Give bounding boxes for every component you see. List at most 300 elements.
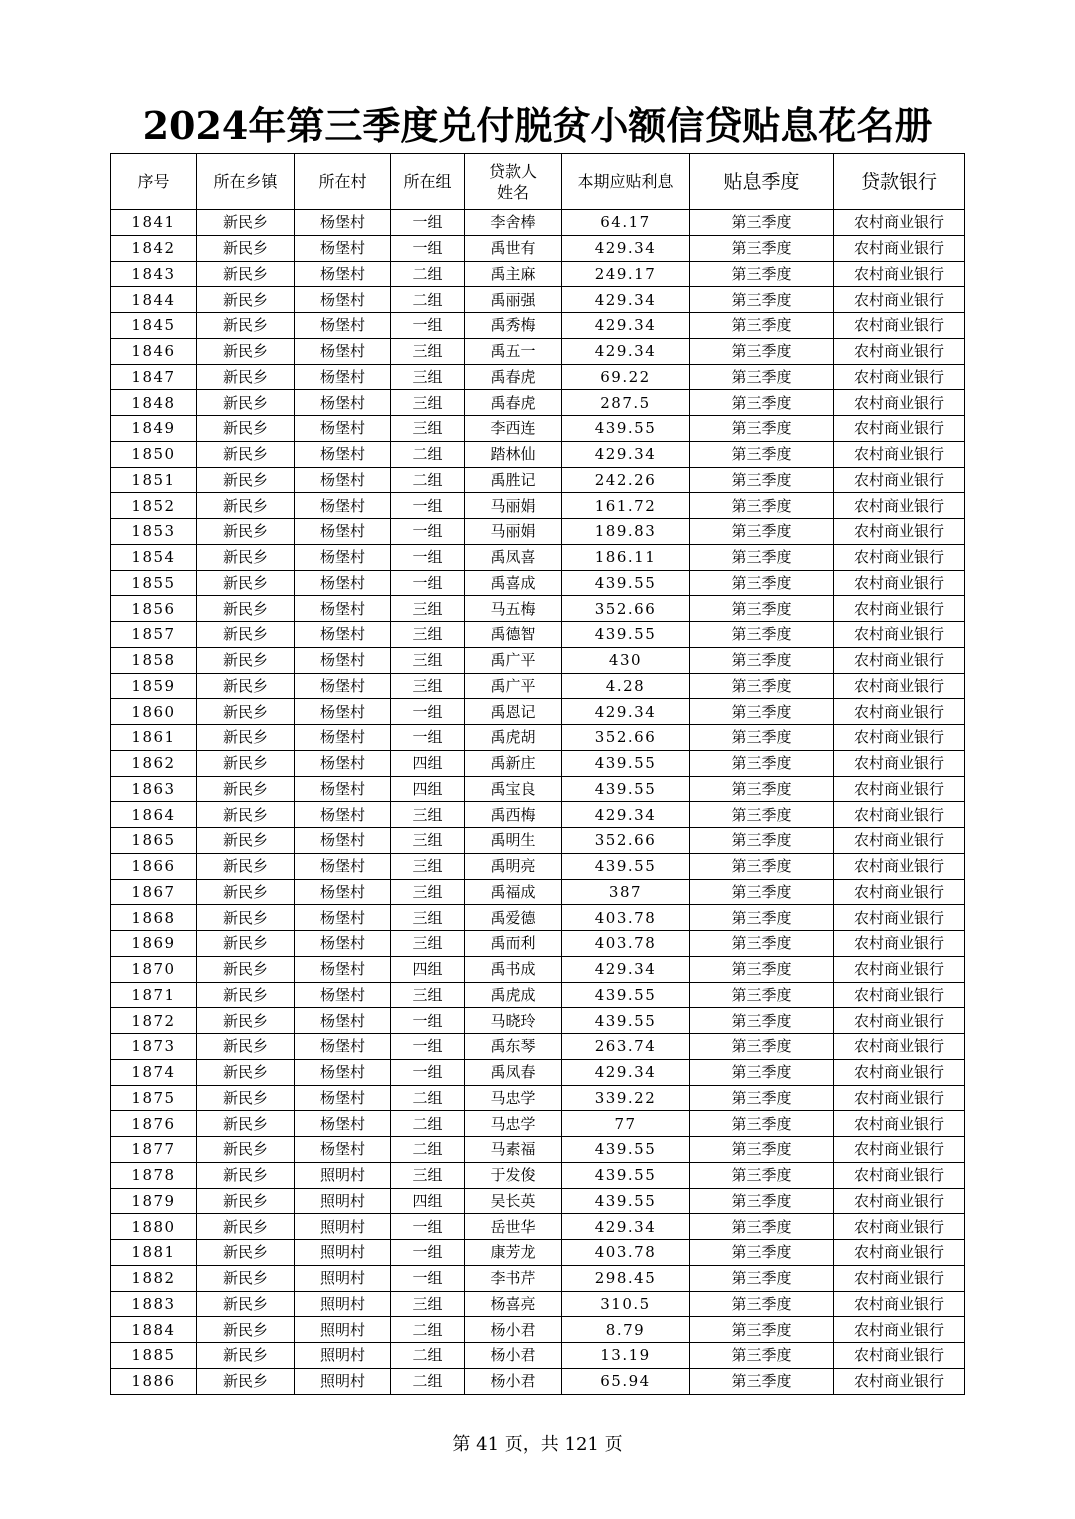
township-cell: 新民乡 xyxy=(197,982,295,1008)
village-cell: 杨堡村 xyxy=(295,390,391,416)
serial-cell: 1848 xyxy=(111,390,197,416)
village-cell: 杨堡村 xyxy=(295,879,391,905)
table-row xyxy=(111,905,965,931)
village-cell: 杨堡村 xyxy=(295,1111,391,1137)
table-row xyxy=(111,544,965,570)
interest-cell: 429.34 xyxy=(562,338,690,364)
serial-cell: 1871 xyxy=(111,982,197,1008)
serial-cell: 1843 xyxy=(111,261,197,287)
township-cell: 新民乡 xyxy=(197,390,295,416)
table-row xyxy=(111,261,965,287)
bank-cell: 农村商业银行 xyxy=(834,776,965,802)
serial-cell: 1858 xyxy=(111,647,197,673)
quarter-cell: 第三季度 xyxy=(690,416,834,442)
village-cell: 杨堡村 xyxy=(295,493,391,519)
serial-cell: 1875 xyxy=(111,1085,197,1111)
interest-cell: 352.66 xyxy=(562,596,690,622)
serial-cell: 1882 xyxy=(111,1265,197,1291)
bank-cell: 农村商业银行 xyxy=(834,441,965,467)
village-cell: 杨堡村 xyxy=(295,931,391,957)
group-cell: 一组 xyxy=(391,1240,465,1266)
village-cell: 照明村 xyxy=(295,1188,391,1214)
interest-cell: 403.78 xyxy=(562,1240,690,1266)
bank-cell: 农村商业银行 xyxy=(834,287,965,313)
group-cell: 一组 xyxy=(391,1059,465,1085)
township-cell: 新民乡 xyxy=(197,1059,295,1085)
interest-cell: 13.19 xyxy=(562,1343,690,1369)
quarter-cell: 第三季度 xyxy=(690,261,834,287)
township-cell: 新民乡 xyxy=(197,287,295,313)
township-cell: 新民乡 xyxy=(197,261,295,287)
borrower-name-cell: 禹恩记 xyxy=(465,699,562,725)
serial-cell: 1865 xyxy=(111,828,197,854)
group-cell: 三组 xyxy=(391,982,465,1008)
bank-cell: 农村商业银行 xyxy=(834,1343,965,1369)
table-row xyxy=(111,828,965,854)
serial-cell: 1859 xyxy=(111,673,197,699)
interest-cell: 429.34 xyxy=(562,313,690,339)
village-cell: 杨堡村 xyxy=(295,673,391,699)
bank-cell: 农村商业银行 xyxy=(834,1034,965,1060)
borrower-name-cell: 禹喜成 xyxy=(465,570,562,596)
township-cell: 新民乡 xyxy=(197,416,295,442)
bank-cell: 农村商业银行 xyxy=(834,570,965,596)
township-cell: 新民乡 xyxy=(197,1188,295,1214)
table-row xyxy=(111,1059,965,1085)
bank-cell: 农村商业银行 xyxy=(834,1214,965,1240)
interest-cell: 65.94 xyxy=(562,1368,690,1394)
village-cell: 杨堡村 xyxy=(295,699,391,725)
village-cell: 杨堡村 xyxy=(295,1137,391,1163)
village-cell: 杨堡村 xyxy=(295,622,391,648)
village-cell: 杨堡村 xyxy=(295,1059,391,1085)
village-cell: 杨堡村 xyxy=(295,647,391,673)
quarter-cell: 第三季度 xyxy=(690,673,834,699)
table-row xyxy=(111,879,965,905)
borrower-name-cell: 禹广平 xyxy=(465,673,562,699)
village-cell: 杨堡村 xyxy=(295,467,391,493)
township-cell: 新民乡 xyxy=(197,1137,295,1163)
bank-cell: 农村商业银行 xyxy=(834,1240,965,1266)
bank-cell: 农村商业银行 xyxy=(834,1137,965,1163)
group-cell: 一组 xyxy=(391,493,465,519)
township-cell: 新民乡 xyxy=(197,235,295,261)
bank-cell: 农村商业银行 xyxy=(834,725,965,751)
table-row xyxy=(111,441,965,467)
township-cell: 新民乡 xyxy=(197,725,295,751)
interest-cell: 439.55 xyxy=(562,750,690,776)
bank-cell: 农村商业银行 xyxy=(834,673,965,699)
bank-cell: 农村商业银行 xyxy=(834,828,965,854)
group-cell: 三组 xyxy=(391,802,465,828)
interest-cell: 439.55 xyxy=(562,853,690,879)
bank-cell: 农村商业银行 xyxy=(834,210,965,236)
bank-cell: 农村商业银行 xyxy=(834,879,965,905)
village-cell: 照明村 xyxy=(295,1368,391,1394)
township-cell: 新民乡 xyxy=(197,776,295,802)
table-row xyxy=(111,467,965,493)
table-row xyxy=(111,596,965,622)
quarter-cell: 第三季度 xyxy=(690,570,834,596)
serial-cell: 1867 xyxy=(111,879,197,905)
group-cell: 二组 xyxy=(391,1368,465,1394)
borrower-name-cell: 马素福 xyxy=(465,1137,562,1163)
serial-cell: 1860 xyxy=(111,699,197,725)
serial-cell: 1868 xyxy=(111,905,197,931)
borrower-name-cell: 杨小君 xyxy=(465,1343,562,1369)
quarter-cell: 第三季度 xyxy=(690,931,834,957)
quarter-cell: 第三季度 xyxy=(690,1111,834,1137)
table-row xyxy=(111,1343,965,1369)
serial-cell: 1855 xyxy=(111,570,197,596)
quarter-cell: 第三季度 xyxy=(690,1034,834,1060)
interest-cell: 429.34 xyxy=(562,802,690,828)
bank-cell: 农村商业银行 xyxy=(834,982,965,1008)
group-cell: 四组 xyxy=(391,956,465,982)
borrower-name-cell: 禹丽强 xyxy=(465,287,562,313)
group-cell: 一组 xyxy=(391,570,465,596)
bank-cell: 农村商业银行 xyxy=(834,622,965,648)
group-cell: 二组 xyxy=(391,261,465,287)
borrower-name-cell: 禹春虎 xyxy=(465,390,562,416)
interest-cell: 64.17 xyxy=(562,210,690,236)
quarter-cell: 第三季度 xyxy=(690,725,834,751)
township-cell: 新民乡 xyxy=(197,622,295,648)
township-cell: 新民乡 xyxy=(197,1008,295,1034)
group-cell: 二组 xyxy=(391,287,465,313)
borrower-name-cell: 杨喜亮 xyxy=(465,1291,562,1317)
village-cell: 杨堡村 xyxy=(295,1008,391,1034)
township-cell: 新民乡 xyxy=(197,519,295,545)
borrower-name-cell: 禹福成 xyxy=(465,879,562,905)
village-cell: 杨堡村 xyxy=(295,956,391,982)
village-cell: 杨堡村 xyxy=(295,544,391,570)
group-cell: 三组 xyxy=(391,364,465,390)
village-cell: 照明村 xyxy=(295,1162,391,1188)
bank-cell: 农村商业银行 xyxy=(834,416,965,442)
bank-cell: 农村商业银行 xyxy=(834,956,965,982)
group-cell: 二组 xyxy=(391,1085,465,1111)
quarter-cell: 第三季度 xyxy=(690,1214,834,1240)
interest-cell: 429.34 xyxy=(562,287,690,313)
table-row xyxy=(111,1034,965,1060)
bank-cell: 农村商业银行 xyxy=(834,261,965,287)
serial-cell: 1852 xyxy=(111,493,197,519)
group-cell: 三组 xyxy=(391,338,465,364)
bank-cell: 农村商业银行 xyxy=(834,493,965,519)
table-row xyxy=(111,519,965,545)
serial-cell: 1866 xyxy=(111,853,197,879)
group-cell: 一组 xyxy=(391,235,465,261)
borrower-name-cell: 禹宝良 xyxy=(465,776,562,802)
borrower-name-cell: 禹新庄 xyxy=(465,750,562,776)
serial-cell: 1863 xyxy=(111,776,197,802)
table-row xyxy=(111,338,965,364)
township-cell: 新民乡 xyxy=(197,1368,295,1394)
borrower-name-cell: 岳世华 xyxy=(465,1214,562,1240)
group-cell: 一组 xyxy=(391,1265,465,1291)
township-cell: 新民乡 xyxy=(197,1085,295,1111)
interest-cell: 429.34 xyxy=(562,441,690,467)
interest-cell: 189.83 xyxy=(562,519,690,545)
interest-cell: 186.11 xyxy=(562,544,690,570)
serial-cell: 1846 xyxy=(111,338,197,364)
quarter-cell: 第三季度 xyxy=(690,467,834,493)
interest-cell: 403.78 xyxy=(562,931,690,957)
serial-cell: 1870 xyxy=(111,956,197,982)
village-cell: 杨堡村 xyxy=(295,338,391,364)
table-row xyxy=(111,1162,965,1188)
village-cell: 杨堡村 xyxy=(295,210,391,236)
borrower-name-cell: 禹胜记 xyxy=(465,467,562,493)
borrower-name-cell: 马丽娟 xyxy=(465,493,562,519)
serial-cell: 1876 xyxy=(111,1111,197,1137)
borrower-name-cell: 马忠学 xyxy=(465,1085,562,1111)
village-cell: 杨堡村 xyxy=(295,235,391,261)
table-row xyxy=(111,1214,965,1240)
quarter-cell: 第三季度 xyxy=(690,596,834,622)
bank-cell: 农村商业银行 xyxy=(834,1368,965,1394)
village-cell: 杨堡村 xyxy=(295,1034,391,1060)
interest-cell: 439.55 xyxy=(562,1188,690,1214)
quarter-cell: 第三季度 xyxy=(690,956,834,982)
bank-cell: 农村商业银行 xyxy=(834,1008,965,1034)
table-row xyxy=(111,570,965,596)
bank-cell: 农村商业银行 xyxy=(834,596,965,622)
group-cell: 三组 xyxy=(391,879,465,905)
township-cell: 新民乡 xyxy=(197,1291,295,1317)
borrower-name-cell: 吴长英 xyxy=(465,1188,562,1214)
interest-cell: 439.55 xyxy=(562,982,690,1008)
serial-cell: 1869 xyxy=(111,931,197,957)
borrower-name-cell: 杨小君 xyxy=(465,1368,562,1394)
table-row xyxy=(111,802,965,828)
township-cell: 新民乡 xyxy=(197,1214,295,1240)
quarter-cell: 第三季度 xyxy=(690,493,834,519)
township-cell: 新民乡 xyxy=(197,1111,295,1137)
group-cell: 四组 xyxy=(391,776,465,802)
table-row xyxy=(111,647,965,673)
bank-cell: 农村商业银行 xyxy=(834,1059,965,1085)
interest-cell: 352.66 xyxy=(562,828,690,854)
table-row xyxy=(111,1265,965,1291)
serial-cell: 1874 xyxy=(111,1059,197,1085)
serial-cell: 1883 xyxy=(111,1291,197,1317)
township-cell: 新民乡 xyxy=(197,1162,295,1188)
village-cell: 杨堡村 xyxy=(295,750,391,776)
serial-cell: 1879 xyxy=(111,1188,197,1214)
subsidy-roster-table xyxy=(110,153,965,1395)
group-cell: 四组 xyxy=(391,1188,465,1214)
serial-cell: 1885 xyxy=(111,1343,197,1369)
bank-cell: 农村商业银行 xyxy=(834,1162,965,1188)
village-cell: 杨堡村 xyxy=(295,287,391,313)
village-cell: 杨堡村 xyxy=(295,416,391,442)
table-row xyxy=(111,725,965,751)
table-row xyxy=(111,1240,965,1266)
group-cell: 三组 xyxy=(391,1291,465,1317)
quarter-cell: 第三季度 xyxy=(690,1085,834,1111)
township-cell: 新民乡 xyxy=(197,1343,295,1369)
quarter-cell: 第三季度 xyxy=(690,1343,834,1369)
group-cell: 三组 xyxy=(391,596,465,622)
group-cell: 一组 xyxy=(391,544,465,570)
serial-cell: 1878 xyxy=(111,1162,197,1188)
header-bank: 贷款银行 xyxy=(834,154,965,210)
bank-cell: 农村商业银行 xyxy=(834,338,965,364)
quarter-cell: 第三季度 xyxy=(690,1162,834,1188)
table-row xyxy=(111,956,965,982)
quarter-cell: 第三季度 xyxy=(690,776,834,802)
quarter-cell: 第三季度 xyxy=(690,364,834,390)
group-cell: 三组 xyxy=(391,622,465,648)
village-cell: 照明村 xyxy=(295,1265,391,1291)
village-cell: 杨堡村 xyxy=(295,1085,391,1111)
bank-cell: 农村商业银行 xyxy=(834,699,965,725)
header-township: 所在乡镇 xyxy=(197,154,295,210)
group-cell: 三组 xyxy=(391,931,465,957)
serial-cell: 1849 xyxy=(111,416,197,442)
quarter-cell: 第三季度 xyxy=(690,1291,834,1317)
header-interest: 本期应贴利息 xyxy=(562,154,690,210)
interest-cell: 339.22 xyxy=(562,1085,690,1111)
interest-cell: 439.55 xyxy=(562,1137,690,1163)
group-cell: 一组 xyxy=(391,313,465,339)
interest-cell: 429.34 xyxy=(562,1214,690,1240)
bank-cell: 农村商业银行 xyxy=(834,647,965,673)
header-group: 所在组 xyxy=(391,154,465,210)
group-cell: 三组 xyxy=(391,1162,465,1188)
serial-cell: 1864 xyxy=(111,802,197,828)
interest-cell: 4.28 xyxy=(562,673,690,699)
township-cell: 新民乡 xyxy=(197,338,295,364)
interest-cell: 287.5 xyxy=(562,390,690,416)
table-row xyxy=(111,1291,965,1317)
group-cell: 一组 xyxy=(391,699,465,725)
table-row xyxy=(111,776,965,802)
village-cell: 杨堡村 xyxy=(295,261,391,287)
interest-cell: 439.55 xyxy=(562,1008,690,1034)
township-cell: 新民乡 xyxy=(197,879,295,905)
interest-cell: 310.5 xyxy=(562,1291,690,1317)
township-cell: 新民乡 xyxy=(197,647,295,673)
quarter-cell: 第三季度 xyxy=(690,313,834,339)
interest-cell: 242.26 xyxy=(562,467,690,493)
bank-cell: 农村商业银行 xyxy=(834,750,965,776)
quarter-cell: 第三季度 xyxy=(690,699,834,725)
serial-cell: 1886 xyxy=(111,1368,197,1394)
quarter-cell: 第三季度 xyxy=(690,828,834,854)
borrower-name-cell: 于发俊 xyxy=(465,1162,562,1188)
township-cell: 新民乡 xyxy=(197,1265,295,1291)
village-cell: 照明村 xyxy=(295,1317,391,1343)
table-row xyxy=(111,210,965,236)
table-row xyxy=(111,853,965,879)
serial-cell: 1851 xyxy=(111,467,197,493)
group-cell: 三组 xyxy=(391,853,465,879)
page-footer: 第 41 页，共 121 页 xyxy=(452,1434,623,1455)
bank-cell: 农村商业银行 xyxy=(834,235,965,261)
village-cell: 杨堡村 xyxy=(295,364,391,390)
interest-cell: 429.34 xyxy=(562,1059,690,1085)
village-cell: 杨堡村 xyxy=(295,905,391,931)
township-cell: 新民乡 xyxy=(197,596,295,622)
quarter-cell: 第三季度 xyxy=(690,879,834,905)
quarter-cell: 第三季度 xyxy=(690,802,834,828)
township-cell: 新民乡 xyxy=(197,699,295,725)
quarter-cell: 第三季度 xyxy=(690,622,834,648)
borrower-name-cell: 禹春虎 xyxy=(465,364,562,390)
serial-cell: 1850 xyxy=(111,441,197,467)
bank-cell: 农村商业银行 xyxy=(834,931,965,957)
township-cell: 新民乡 xyxy=(197,673,295,699)
borrower-name-cell: 禹五一 xyxy=(465,338,562,364)
interest-cell: 352.66 xyxy=(562,725,690,751)
serial-cell: 1844 xyxy=(111,287,197,313)
interest-cell: 403.78 xyxy=(562,905,690,931)
header-borrower-name: 贷款人 姓名 xyxy=(465,154,562,210)
borrower-name-cell: 禹虎胡 xyxy=(465,725,562,751)
quarter-cell: 第三季度 xyxy=(690,441,834,467)
serial-cell: 1845 xyxy=(111,313,197,339)
table-row xyxy=(111,1111,965,1137)
borrower-name-cell: 马晓玲 xyxy=(465,1008,562,1034)
bank-cell: 农村商业银行 xyxy=(834,313,965,339)
quarter-cell: 第三季度 xyxy=(690,235,834,261)
quarter-cell: 第三季度 xyxy=(690,982,834,1008)
township-cell: 新民乡 xyxy=(197,364,295,390)
table-row xyxy=(111,622,965,648)
quarter-cell: 第三季度 xyxy=(690,1137,834,1163)
bank-cell: 农村商业银行 xyxy=(834,544,965,570)
quarter-cell: 第三季度 xyxy=(690,1188,834,1214)
group-cell: 三组 xyxy=(391,416,465,442)
interest-cell: 263.74 xyxy=(562,1034,690,1060)
bank-cell: 农村商业银行 xyxy=(834,1317,965,1343)
serial-cell: 1842 xyxy=(111,235,197,261)
borrower-name-cell: 禹凤喜 xyxy=(465,544,562,570)
bank-cell: 农村商业银行 xyxy=(834,853,965,879)
table-row xyxy=(111,313,965,339)
township-cell: 新民乡 xyxy=(197,853,295,879)
table-row xyxy=(111,235,965,261)
quarter-cell: 第三季度 xyxy=(690,853,834,879)
serial-cell: 1861 xyxy=(111,725,197,751)
interest-cell: 161.72 xyxy=(562,493,690,519)
borrower-name-cell: 杨小君 xyxy=(465,1317,562,1343)
interest-cell: 439.55 xyxy=(562,1162,690,1188)
table-row xyxy=(111,1188,965,1214)
header-village: 所在村 xyxy=(295,154,391,210)
borrower-name-cell: 禹德智 xyxy=(465,622,562,648)
serial-cell: 1880 xyxy=(111,1214,197,1240)
serial-cell: 1847 xyxy=(111,364,197,390)
group-cell: 三组 xyxy=(391,673,465,699)
borrower-name-cell: 禹主麻 xyxy=(465,261,562,287)
borrower-name-cell: 李书芹 xyxy=(465,1265,562,1291)
interest-cell: 429.34 xyxy=(562,699,690,725)
table-row xyxy=(111,1317,965,1343)
township-cell: 新民乡 xyxy=(197,313,295,339)
township-cell: 新民乡 xyxy=(197,1034,295,1060)
group-cell: 三组 xyxy=(391,647,465,673)
bank-cell: 农村商业银行 xyxy=(834,905,965,931)
township-cell: 新民乡 xyxy=(197,802,295,828)
group-cell: 三组 xyxy=(391,390,465,416)
village-cell: 杨堡村 xyxy=(295,519,391,545)
borrower-name-cell: 禹而利 xyxy=(465,931,562,957)
table-row xyxy=(111,699,965,725)
